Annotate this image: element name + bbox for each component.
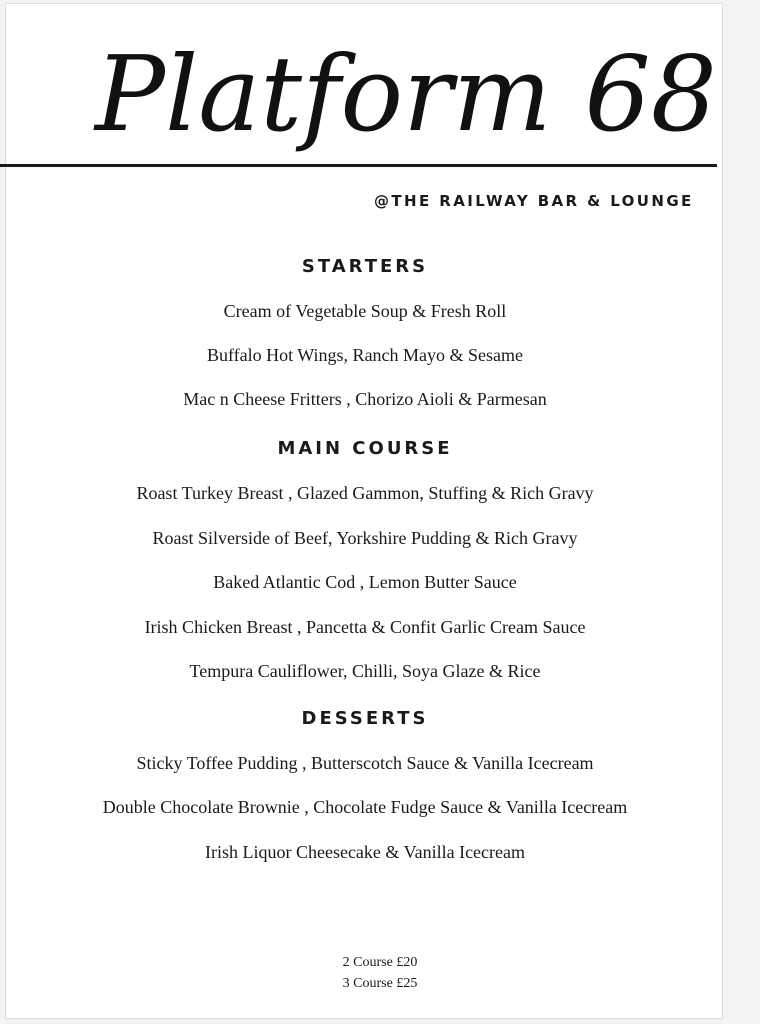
main-course-item: Irish Chicken Breast , Pancetta & Confit Garlic Cream Sauce (144, 617, 586, 637)
dessert-item: Irish Liquor Cheesecake & Vanilla Icecream (204, 842, 526, 862)
dessert-item: Sticky Toffee Pudding , Butterscotch Sauce & Vanilla Icecream (136, 753, 594, 773)
two-course-price: 2 Course £20 (342, 955, 418, 970)
starter-item: Mac n Cheese Fritters , Chorizo Aioli & Parmesan (183, 389, 547, 409)
starter-item: Buffalo Hot Wings, Ranch Mayo & Sesame (206, 345, 524, 365)
three-course-price: 3 Course £25 (342, 976, 418, 991)
starters-heading: STARTERS (301, 256, 429, 277)
header-divider (0, 164, 717, 167)
main-course-item: Roast Silverside of Beef, Yorkshire Pudding & Rich Gravy (152, 528, 578, 548)
main-course-item: Baked Atlantic Cod , Lemon Butter Sauce (213, 572, 517, 592)
desserts-heading: DESSERTS (301, 708, 429, 729)
main-course-heading: MAIN COURSE (277, 438, 453, 459)
logo-text: Platform 68 (95, 33, 717, 155)
main-course-item: Tempura Cauliflower, Chilli, Soya Glaze & Rice (189, 661, 541, 681)
dessert-item: Double Chocolate Brownie , Chocolate Fudge Sauce & Vanilla Icecream (102, 797, 628, 817)
platform-68-logo (95, 18, 717, 198)
starter-item: Cream of Vegetable Soup & Fresh Roll (223, 301, 507, 321)
main-course-item: Roast Turkey Breast , Glazed Gammon, Stuffing & Rich Gravy (136, 483, 594, 503)
venue-subtitle: @THE RAILWAY BAR & LOUNGE (374, 192, 694, 210)
